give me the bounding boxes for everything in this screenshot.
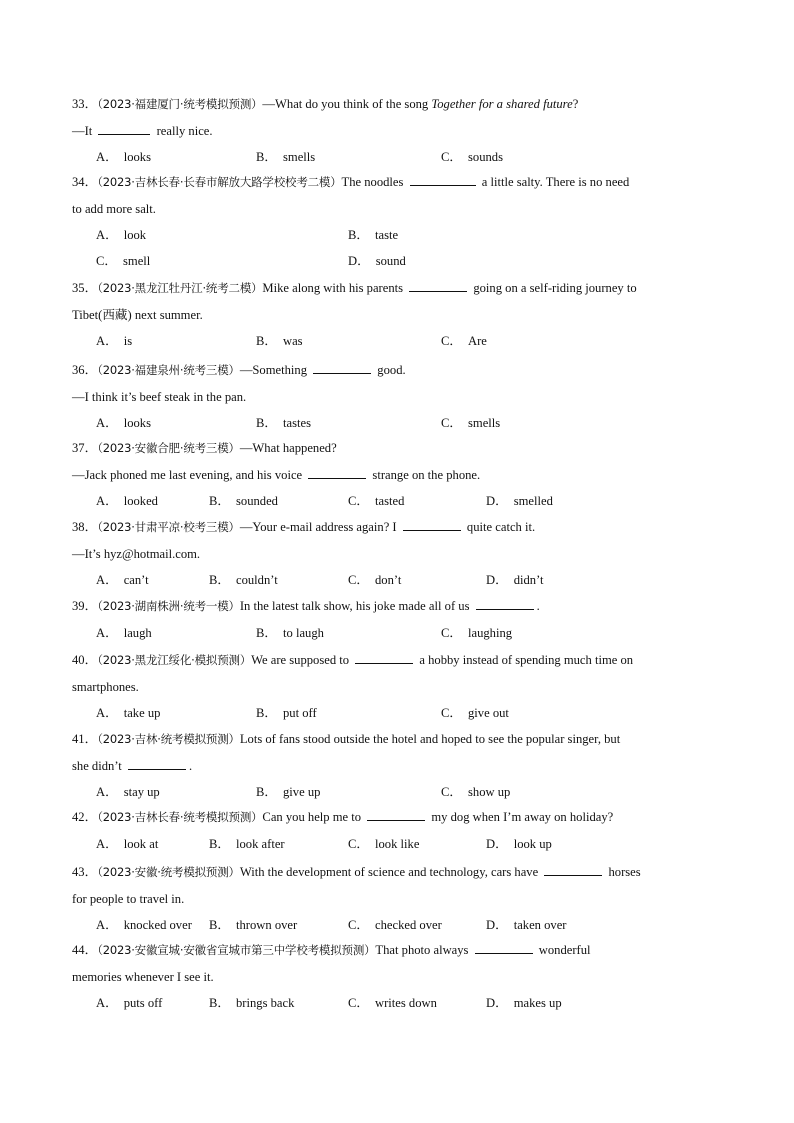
option-letter: A． bbox=[96, 573, 118, 587]
question-number: 39． bbox=[72, 599, 98, 613]
question-41 bbox=[72, 726, 724, 805]
question-36 bbox=[72, 357, 724, 436]
option-b[interactable] bbox=[256, 620, 324, 646]
question-33 bbox=[72, 91, 724, 170]
answer-options bbox=[72, 222, 724, 248]
option-text: put off bbox=[283, 706, 317, 720]
stem-text: really nice. bbox=[153, 123, 213, 138]
stem-text: Lots of fans stood outside the hotel and hoped to see the popular singer, but bbox=[239, 732, 621, 746]
option-text: was bbox=[283, 334, 303, 348]
stem-text: for people to travel in. bbox=[72, 891, 185, 906]
answer-options bbox=[72, 912, 724, 938]
answer-options bbox=[72, 620, 724, 646]
option-text: checked over bbox=[375, 918, 442, 932]
option-a[interactable] bbox=[96, 831, 158, 857]
question-source: （2023·甘肃平凉·校考三模） bbox=[97, 520, 240, 534]
option-letter: C． bbox=[348, 494, 369, 508]
option-text: look up bbox=[513, 836, 552, 851]
option-a[interactable] bbox=[96, 567, 149, 593]
question-44 bbox=[72, 937, 724, 1016]
question-stem bbox=[72, 647, 724, 700]
option-c[interactable] bbox=[348, 990, 437, 1016]
question-source: （2023·吉林长春·统考模拟预测） bbox=[97, 810, 263, 824]
stem-text: horses bbox=[605, 865, 641, 879]
option-c[interactable] bbox=[348, 831, 419, 857]
option-text: look at bbox=[123, 836, 159, 851]
option-a[interactable] bbox=[96, 990, 162, 1016]
option-letter: A． bbox=[96, 228, 118, 242]
question-source: （2023·安徽合肥·统考三模） bbox=[97, 441, 240, 455]
option-letter: C． bbox=[348, 918, 369, 932]
option-text: Are bbox=[468, 334, 487, 348]
option-text: to laugh bbox=[283, 625, 324, 640]
option-letter: B． bbox=[348, 228, 369, 242]
option-letter: A． bbox=[96, 785, 118, 799]
option-text: smells bbox=[283, 150, 316, 164]
option-letter: C． bbox=[348, 996, 369, 1010]
option-b[interactable] bbox=[209, 912, 297, 938]
option-c[interactable] bbox=[441, 328, 487, 354]
stem-text: a hobby instead of spending much time on bbox=[416, 653, 634, 667]
option-text: couldn’t bbox=[236, 573, 278, 587]
question-number: 34． bbox=[72, 175, 98, 189]
stem-text: —What happened? bbox=[239, 441, 337, 455]
question-stem bbox=[72, 593, 724, 620]
question-number: 33． bbox=[72, 97, 98, 111]
option-text: sound bbox=[375, 254, 406, 268]
option-text: sounded bbox=[236, 494, 278, 508]
question-stem bbox=[72, 435, 724, 488]
question-stem bbox=[72, 275, 724, 328]
option-text: is bbox=[123, 334, 133, 348]
question-source: （2023·安徽·统考模拟预测） bbox=[97, 865, 240, 879]
option-text: look like bbox=[375, 836, 420, 851]
option-letter: D． bbox=[486, 494, 508, 508]
option-d[interactable] bbox=[486, 831, 552, 857]
option-text: smells bbox=[468, 416, 501, 430]
question-source: （2023·吉林长春·长春市解放大路学校校考二模） bbox=[97, 175, 342, 189]
stem-text: smartphones. bbox=[72, 679, 139, 694]
stem-text: ? bbox=[572, 97, 579, 111]
option-text: don’t bbox=[375, 573, 402, 587]
option-letter: B． bbox=[209, 573, 230, 587]
question-source: （2023·福建厦门·统考模拟预测） bbox=[97, 97, 263, 111]
stem-text: —Something bbox=[239, 363, 311, 377]
option-text: makes up bbox=[513, 996, 562, 1010]
song-title: Together for a shared future bbox=[431, 97, 573, 111]
question-source: （2023·黑龙江绥化·模拟预测） bbox=[97, 653, 252, 667]
question-35 bbox=[72, 275, 724, 354]
answer-options bbox=[72, 567, 724, 593]
option-d[interactable] bbox=[348, 248, 406, 274]
stem-text: —What do you think of the song bbox=[262, 97, 432, 111]
question-number: 36． bbox=[72, 363, 98, 377]
option-text: looked bbox=[123, 494, 158, 508]
question-37 bbox=[72, 435, 724, 514]
answer-blank[interactable] bbox=[313, 359, 371, 374]
option-letter: C． bbox=[348, 573, 369, 587]
answer-blank[interactable] bbox=[355, 649, 413, 664]
question-stem bbox=[72, 804, 724, 831]
option-c[interactable] bbox=[348, 488, 404, 514]
option-letter: C． bbox=[441, 785, 462, 799]
stem-text: —Jack phoned me last evening, and his voice bbox=[72, 467, 306, 482]
question-source: （2023·福建泉州·统考三模） bbox=[97, 363, 240, 377]
answer-blank[interactable] bbox=[367, 806, 425, 821]
stem-text: With the development of science and technology, cars have bbox=[239, 865, 542, 879]
stem-text: a little salty. There is no need bbox=[478, 175, 630, 189]
question-source: （2023·黑龙江牡丹江·统考二模） bbox=[97, 281, 263, 295]
option-text: looks bbox=[123, 416, 151, 430]
option-text: didn’t bbox=[513, 573, 544, 587]
stem-text: wonderful bbox=[535, 943, 591, 957]
option-letter: B． bbox=[256, 334, 277, 348]
stem-text: We are supposed to bbox=[251, 653, 353, 667]
question-source: （2023·安徽宣城·安徽省宣城市第三中学校考模拟预测） bbox=[97, 943, 376, 957]
question-number: 41． bbox=[72, 732, 98, 746]
option-text: sounds bbox=[468, 150, 503, 164]
option-text: look bbox=[123, 228, 147, 242]
stem-text: my dog when I’m away on holiday? bbox=[428, 810, 614, 824]
option-text: laugh bbox=[123, 625, 152, 640]
option-letter: B． bbox=[256, 625, 277, 640]
stem-text: to add more salt. bbox=[72, 201, 156, 216]
option-letter: C． bbox=[441, 706, 462, 720]
question-number: 40． bbox=[72, 653, 98, 667]
option-text: writes down bbox=[375, 996, 437, 1010]
option-letter: A． bbox=[96, 996, 118, 1010]
option-letter: D． bbox=[486, 996, 508, 1010]
question-stem bbox=[72, 169, 724, 222]
stem-text: memories whenever I see it. bbox=[72, 969, 214, 984]
question-number: 37． bbox=[72, 441, 98, 455]
option-letter: B． bbox=[256, 150, 277, 164]
option-letter: D． bbox=[486, 573, 508, 587]
option-c[interactable] bbox=[441, 779, 510, 805]
answer-blank[interactable] bbox=[544, 861, 602, 876]
option-d[interactable] bbox=[486, 488, 553, 514]
stem-text: quite catch it. bbox=[463, 520, 536, 534]
option-letter: A． bbox=[96, 706, 118, 720]
option-letter: A． bbox=[96, 416, 118, 430]
question-number: 42． bbox=[72, 810, 98, 824]
option-text: laughing bbox=[468, 625, 513, 640]
option-b[interactable] bbox=[256, 700, 317, 726]
option-b[interactable] bbox=[209, 990, 294, 1016]
option-b[interactable] bbox=[256, 779, 320, 805]
stem-text: —It’s hyz@hotmail.com. bbox=[72, 546, 201, 561]
question-34 bbox=[72, 169, 724, 274]
option-b[interactable] bbox=[209, 831, 285, 857]
answer-blank[interactable] bbox=[98, 120, 150, 135]
stem-text: . bbox=[536, 599, 540, 613]
option-letter: A． bbox=[96, 836, 118, 851]
question-stem bbox=[72, 726, 724, 779]
option-letter: D． bbox=[486, 836, 508, 851]
option-letter: D． bbox=[348, 254, 370, 268]
option-letter: A． bbox=[96, 918, 118, 932]
option-c[interactable] bbox=[441, 620, 512, 646]
stem-text: good. bbox=[374, 363, 406, 377]
option-c[interactable] bbox=[348, 912, 442, 938]
option-letter: B． bbox=[209, 494, 230, 508]
stem-text: Mike along with his parents bbox=[262, 281, 407, 295]
option-letter: B． bbox=[209, 996, 230, 1010]
question-43 bbox=[72, 859, 724, 938]
option-d[interactable] bbox=[486, 567, 544, 593]
option-a[interactable] bbox=[96, 144, 151, 170]
answer-options bbox=[72, 488, 724, 514]
option-text: stay up bbox=[123, 785, 160, 799]
option-b[interactable] bbox=[348, 222, 398, 248]
option-a[interactable] bbox=[96, 779, 160, 805]
option-text: give out bbox=[468, 706, 509, 720]
option-text: tasted bbox=[375, 494, 405, 508]
question-stem bbox=[72, 937, 724, 990]
option-text: puts off bbox=[123, 996, 163, 1010]
option-text: knocked over bbox=[123, 918, 192, 932]
stem-text: The noodles bbox=[341, 175, 407, 189]
option-letter: A． bbox=[96, 625, 118, 640]
stem-text: That photo always bbox=[375, 943, 472, 957]
question-source: （2023·吉林·统考模拟预测） bbox=[97, 732, 240, 746]
stem-text: going on a self-riding journey to bbox=[470, 281, 637, 295]
option-text: looks bbox=[123, 150, 151, 164]
option-text: thrown over bbox=[236, 918, 298, 932]
question-40 bbox=[72, 647, 724, 726]
option-letter: B． bbox=[209, 918, 230, 932]
option-b[interactable] bbox=[256, 144, 315, 170]
answer-options bbox=[72, 700, 724, 726]
option-a[interactable] bbox=[96, 410, 151, 436]
option-letter: A． bbox=[96, 150, 118, 164]
stem-text: —I think it’s beef steak in the pan. bbox=[72, 389, 247, 404]
option-b[interactable] bbox=[209, 488, 278, 514]
option-text: show up bbox=[468, 785, 511, 799]
question-number: 38． bbox=[72, 520, 98, 534]
option-letter: B． bbox=[256, 416, 277, 430]
option-a[interactable] bbox=[96, 488, 158, 514]
option-a[interactable] bbox=[96, 620, 152, 646]
stem-text: Can you help me to bbox=[262, 810, 365, 824]
option-a[interactable] bbox=[96, 328, 132, 354]
option-letter: C． bbox=[441, 625, 462, 640]
option-text: can’t bbox=[123, 573, 149, 587]
stem-text: . bbox=[188, 758, 193, 773]
option-letter: D． bbox=[486, 918, 508, 932]
stem-text: Tibet(西藏) next summer. bbox=[72, 307, 203, 322]
question-source: （2023·湖南株洲·统考一模） bbox=[97, 599, 240, 613]
option-letter: A． bbox=[96, 334, 118, 348]
option-c[interactable] bbox=[441, 700, 509, 726]
answer-options bbox=[72, 990, 724, 1016]
option-b[interactable] bbox=[209, 567, 278, 593]
answer-blank[interactable] bbox=[403, 516, 461, 531]
answer-options bbox=[72, 328, 724, 354]
stem-text: strange on the phone. bbox=[369, 467, 481, 482]
option-letter: C． bbox=[441, 150, 462, 164]
option-text: look after bbox=[236, 836, 285, 851]
option-c[interactable] bbox=[96, 248, 150, 274]
option-a[interactable] bbox=[96, 222, 146, 248]
option-letter: A． bbox=[96, 494, 118, 508]
option-letter: B． bbox=[209, 836, 230, 851]
answer-blank[interactable] bbox=[128, 755, 186, 770]
question-stem bbox=[72, 91, 724, 144]
question-stem bbox=[72, 859, 724, 912]
question-number: 35． bbox=[72, 281, 98, 295]
option-text: taken over bbox=[513, 918, 567, 932]
question-38 bbox=[72, 514, 724, 593]
stem-text: she didn’t bbox=[72, 758, 125, 773]
option-letter: B． bbox=[256, 785, 277, 799]
option-b[interactable] bbox=[256, 410, 311, 436]
answer-options bbox=[72, 248, 724, 274]
option-letter: C． bbox=[96, 254, 117, 268]
option-letter: C． bbox=[441, 334, 462, 348]
option-c[interactable] bbox=[441, 144, 503, 170]
answer-blank[interactable] bbox=[476, 595, 534, 610]
option-text: taste bbox=[375, 228, 399, 242]
option-text: brings back bbox=[236, 996, 295, 1010]
option-b[interactable] bbox=[256, 328, 303, 354]
option-letter: C． bbox=[441, 416, 462, 430]
option-letter: C． bbox=[348, 836, 369, 851]
stem-text: In the latest talk show, his joke made all of us bbox=[239, 599, 473, 613]
option-text: smelled bbox=[513, 494, 553, 508]
option-c[interactable] bbox=[441, 410, 500, 436]
option-a[interactable] bbox=[96, 700, 160, 726]
option-text: give up bbox=[283, 785, 321, 799]
option-text: smell bbox=[123, 254, 151, 268]
question-stem bbox=[72, 514, 724, 567]
answer-blank[interactable] bbox=[410, 171, 476, 186]
question-number: 44． bbox=[72, 943, 98, 957]
answer-blank[interactable] bbox=[475, 939, 533, 954]
stem-text: —Your e-mail address again? I bbox=[239, 520, 400, 534]
answer-options bbox=[72, 410, 724, 436]
question-number: 43． bbox=[72, 865, 98, 879]
option-text: take up bbox=[123, 706, 161, 720]
option-c[interactable] bbox=[348, 567, 401, 593]
option-a[interactable] bbox=[96, 912, 192, 938]
question-42 bbox=[72, 804, 724, 857]
answer-blank[interactable] bbox=[409, 277, 467, 292]
stem-text: —It bbox=[72, 123, 96, 138]
answer-options bbox=[72, 144, 724, 170]
option-text: tastes bbox=[283, 416, 311, 430]
option-d[interactable] bbox=[486, 990, 562, 1016]
answer-options bbox=[72, 831, 724, 857]
question-39 bbox=[72, 593, 724, 646]
option-d[interactable] bbox=[486, 912, 567, 938]
question-stem bbox=[72, 357, 724, 410]
answer-options bbox=[72, 779, 724, 805]
answer-blank[interactable] bbox=[308, 464, 366, 479]
option-letter: B． bbox=[256, 706, 277, 720]
